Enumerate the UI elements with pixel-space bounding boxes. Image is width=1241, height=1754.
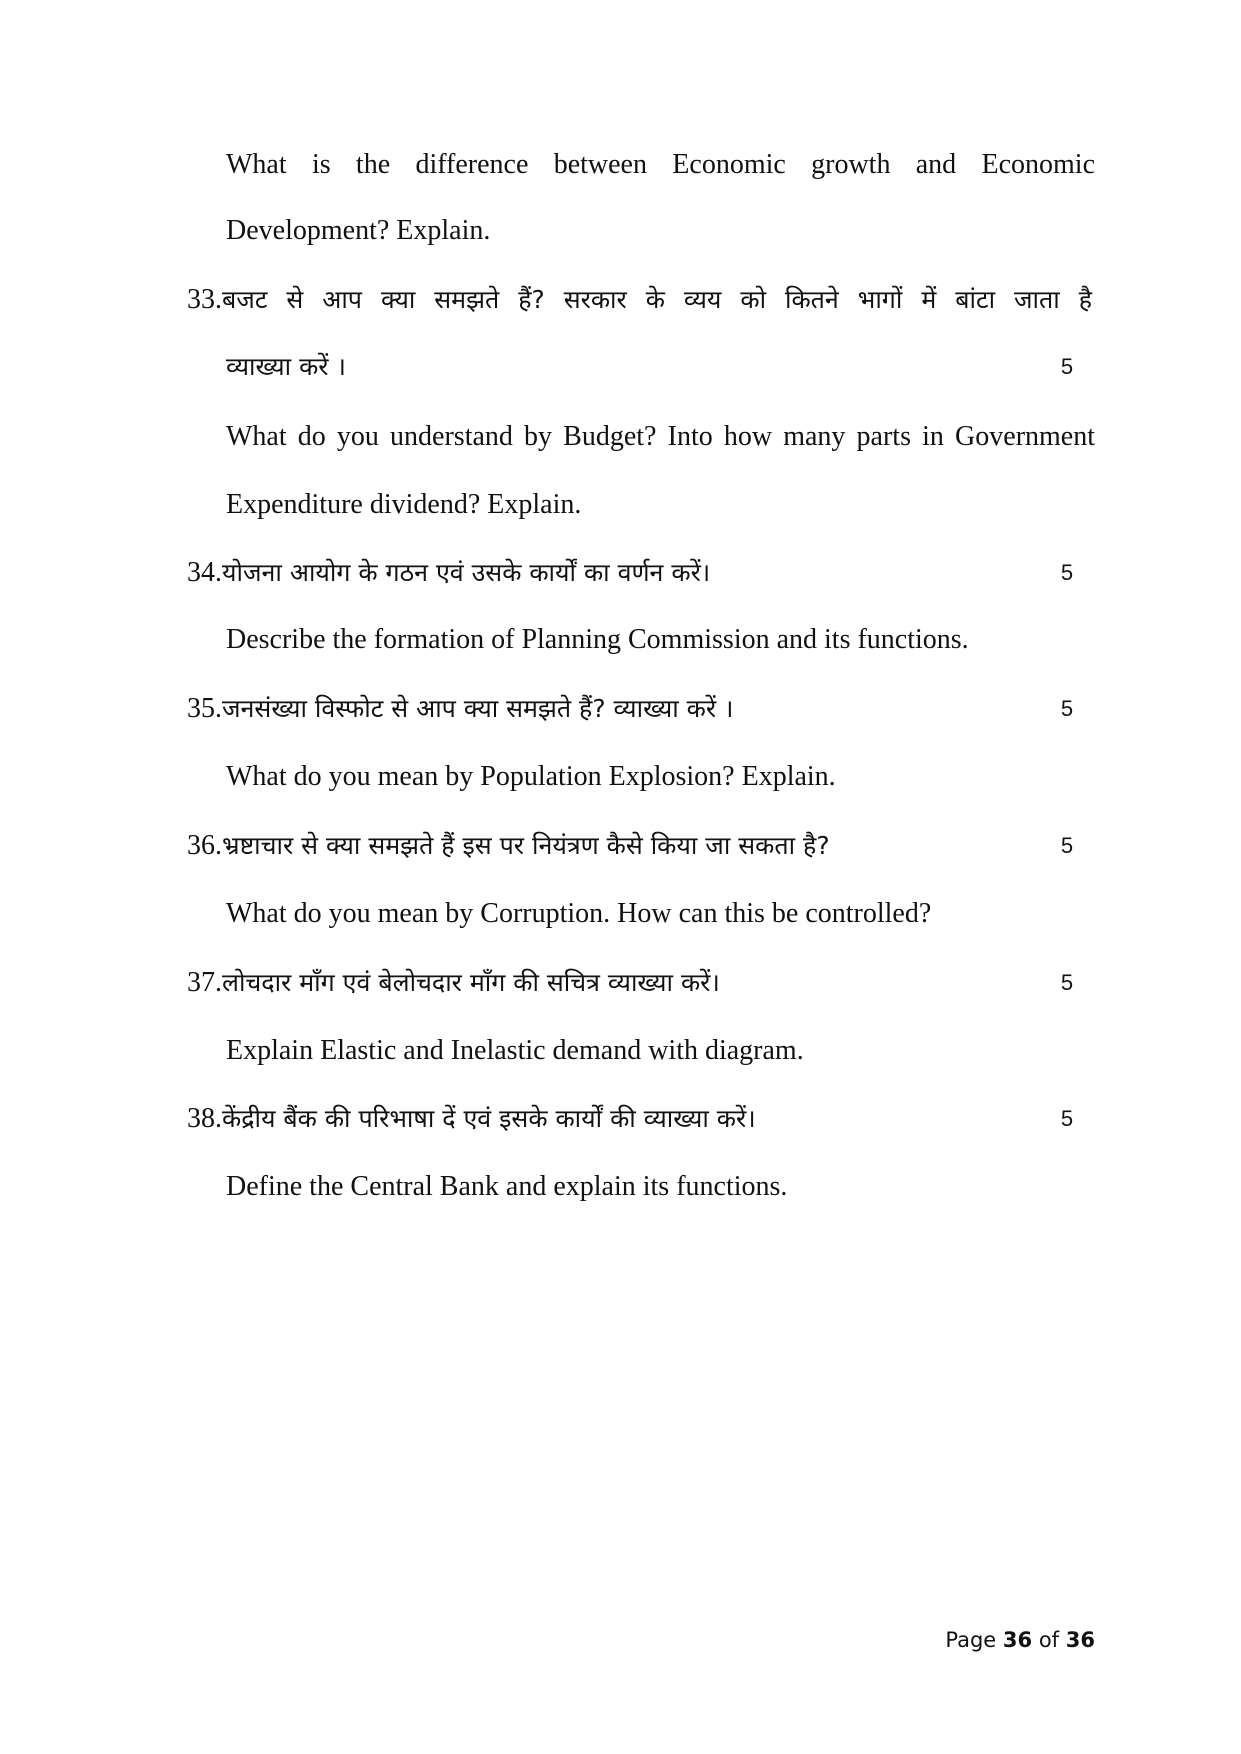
q33-marks: 5 [1060, 354, 1074, 379]
q36-marks: 5 [1060, 833, 1074, 858]
q35-number: 35. [187, 693, 222, 724]
q34-marks: 5 [1060, 560, 1074, 585]
q32-english-line-2: Development? Explain. [226, 215, 491, 246]
q33-hindi-text: बजट से आप क्या समझते हैं? सरकार के व्यय को कितने भागों में बांटा जाता है [222, 285, 1092, 314]
footer-page-word: Page [945, 1628, 997, 1652]
q35-hindi [187, 684, 1095, 734]
q33-english-line-2: Expenditure dividend? Explain. [226, 489, 582, 520]
q37-number: 37. [187, 967, 222, 998]
q32-english-line-1: What is the difference between Economic growth and Economic [226, 149, 1095, 180]
q38-english: Define the Central Bank and explain its functions. [226, 1171, 788, 1202]
q37-english: Explain Elastic and Inelastic demand with diagram. [226, 1035, 804, 1066]
q36-hindi [187, 821, 1095, 871]
q36-number: 36. [187, 830, 222, 861]
q38-number: 38. [187, 1103, 222, 1134]
q34-number: 34. [187, 557, 222, 588]
q37-hindi-text: लोचदार माँग एवं बेलोचदार माँग की सचित्र व्याख्या करें। [222, 968, 720, 997]
q34-english: Describe the formation of Planning Commission and its functions. [226, 624, 969, 655]
q38-marks: 5 [1060, 1106, 1074, 1131]
footer-of-word: of [1038, 1628, 1060, 1652]
q38-hindi-text: केंद्रीय बैंक की परिभाषा दें एवं इसके कार्यों की व्याख्या करें। [222, 1104, 756, 1133]
footer-total-pages: 36 [1065, 1628, 1095, 1652]
q35-hindi-text: जनसंख्या विस्फोट से आप क्या समझते हैं? व्याख्या करें । [222, 694, 734, 723]
q35-english: What do you mean by Population Explosion? Explain. [226, 761, 836, 792]
q33-number: 33. [187, 284, 222, 315]
q38-hindi [187, 1094, 1095, 1144]
q36-hindi-text: भ्रष्टाचार से क्या समझते हैं इस पर नियंत्रण कैसे किया जा सकता है? [222, 831, 830, 860]
q33-english-line-1: What do you understand by Budget? Into how many parts in Government [226, 421, 1095, 452]
q36-english: What do you mean by Corruption. How can this be controlled? [226, 898, 932, 929]
q34-hindi-text: योजना आयोग के गठन एवं उसके कार्यों का वर्णन करें। [222, 558, 711, 587]
page-footer [900, 1625, 1095, 1655]
q33-hindi-line-2: व्याख्या करें । [226, 352, 346, 381]
q34-hindi [187, 548, 1095, 598]
q33-hindi-line-1 [187, 275, 1095, 325]
footer-current-page: 36 [1002, 1628, 1033, 1652]
q35-marks: 5 [1060, 696, 1074, 721]
q37-marks: 5 [1060, 970, 1074, 995]
q37-hindi [187, 958, 1095, 1008]
